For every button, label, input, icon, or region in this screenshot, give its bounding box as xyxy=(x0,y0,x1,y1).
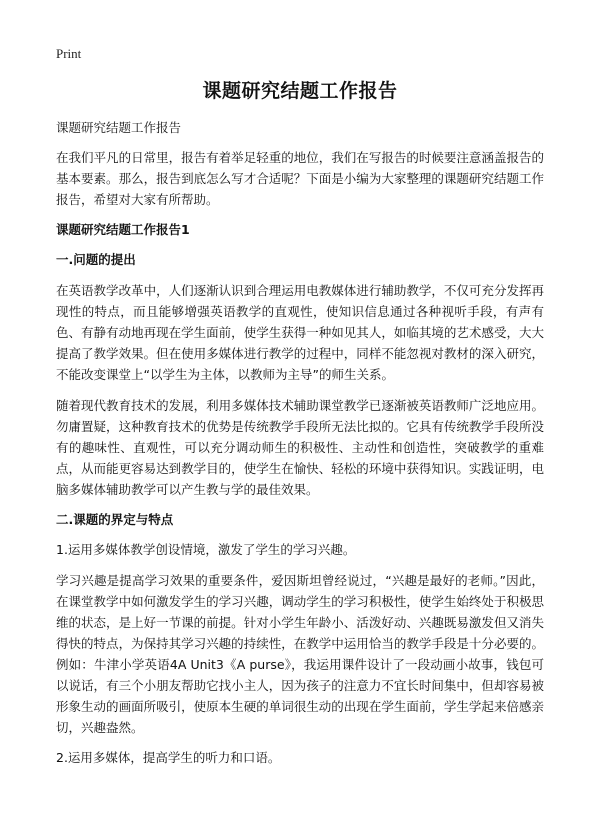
document-subtitle: 课题研究结题工作报告 xyxy=(56,120,182,135)
section2-heading: 二.课题的界定与特点 xyxy=(56,512,174,527)
section1-heading: 一.问题的提出 xyxy=(56,252,136,267)
document-title: 课题研究结题工作报告 xyxy=(202,80,398,102)
section1-paragraph-1: 在英语教学改革中，人们逐渐认识到合理运用电教媒体进行辅助教学，不仅可充分发挥再现性的特点，而且能够增强英语教学的直观性，使知识信息通过各种视听手段，有声有色、有静有动地再现在学生面前，使学生获得一种如见其人，如临其境的艺术感受，大大提高了教学效果。但在使用多媒体进行教学的过程中，同样不能忽视对教材的深入研究，不能改变课堂上“以学生为主体，以教师为主导”的师生关系。 xyxy=(56,283,544,382)
report-heading: 课题研究结题工作报告1 xyxy=(56,222,190,237)
intro-paragraph: 在我们平凡的日常里，报告有着举足轻重的地位，我们在写报告的时候要注意涵盖报告的基本要素。那么，报告到底怎么写才合适呢？下面是小编为大家整理的课题研究结题工作报告，希望对大家有所帮助。 xyxy=(56,150,544,207)
section2-item1-paragraph: 学习兴趣是提高学习效果的重要条件，爱因斯坦曾经说过，“兴趣是最好的老师。”因此，在课堂教学中如何激发学生的学习兴趣，调动学生的学习积极性，使学生始终处于积极思维的状态，是上好一节课的前提。针对小学生年龄小、活泼好动、兴趣既易激发但又消失得快的特点，为保持其学习兴趣的持续性，在教学中运用恰当的教学手段是十分必要的。例如：牛津小学英语4A Unit3《A purse》，我运用课件设计了一段动画小故事，钱包可以说话，有三个小朋友帮助它找小主人，因为孩子的注意力不宜长时间集中，但却容易被形象生动的画面所吸引，使原本生硬的单词很生动的出现在学生面前，学生学起来倍感亲切，兴趣盎然。 xyxy=(56,573,544,735)
section2-item2-heading: 2.运用多媒体，提高学生的听力和口语。 xyxy=(56,750,281,765)
section2-item1-heading: 1.运用多媒体教学创设情境，激发了学生的学习兴趣。 xyxy=(56,542,356,557)
print-label: Print xyxy=(56,46,82,61)
section1-paragraph-2: 随着现代教育技术的发展，利用多媒体技术辅助课堂教学已逐渐被英语教师广泛地应用。勿庸置疑，这种教育技术的优势是传统教学手段所无法比拟的。它具有传统教学手段所没有的趣味性、直观性，可以充分调动师生的积极性、主动性和创造性，突破教学的重难点，从而能更容易达到教学目的，使学生在愉快、轻松的环境中获得知识。实践证明，电脑多媒体辅助教学可以产生教与学的最佳效果。 xyxy=(56,398,544,497)
